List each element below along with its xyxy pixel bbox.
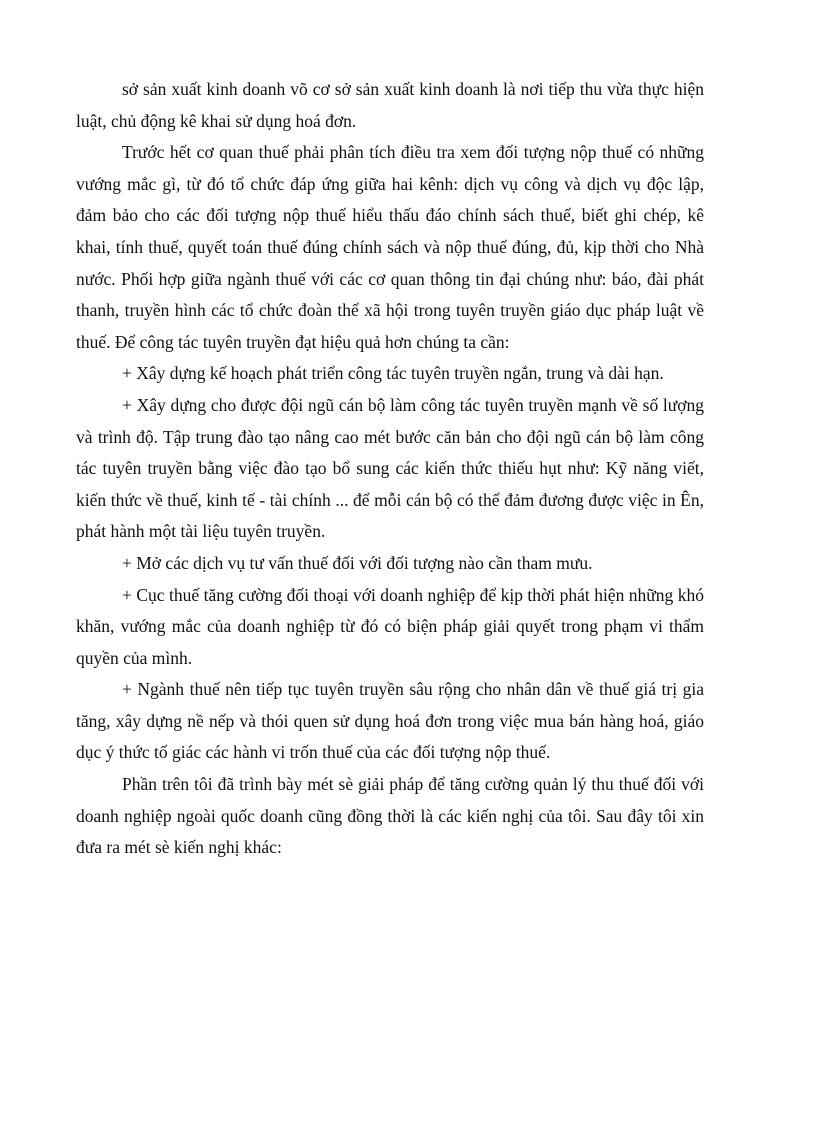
paragraph-4: + Xây dựng cho được đội ngũ cán bộ làm công tác tuyên truyền mạnh về số lượng và trình độ. Tập trung đào tạo nâng cao mét bước căn bản cho đội ngũ cán bộ làm công tác tuyên truyền bằng việc đào tạo bổ sung các kiến thức thiếu hụt như: Kỹ năng viết, kiến thức về thuế, kinh tế - tài chính ... để mỗi cán bộ có thể đảm đương được việc in Ên, phát hành một tài liệu tuyên truyền.: [76, 394, 704, 542]
paragraph-7: + Ngành thuế nên tiếp tục tuyên truyền sâu rộng cho nhân dân về thuế giá trị gia tăng, xây dựng nề nếp và thói quen sử dụng hoá đơn trong việc mua bán hàng hoá, giáo dục ý thức tố giác các hành vi trốn thuế của các đối tượng nộp thuế.: [76, 679, 704, 763]
paragraph-8: Phần trên tôi đã trình bày mét sè giải pháp để tăng cường quản lý thu thuế đối với doanh nghiệp ngoài quốc doanh cũng đồng thời là các kiến nghị của tôi. Sau đây tôi xin đưa ra mét sè kiến nghị khác:: [76, 774, 704, 858]
paragraph-6: + Cục thuế tăng cường đối thoại với doanh nghiệp để kịp thời phát hiện những khó khăn, vướng mắc của doanh nghiệp từ đó có biện pháp giải quyết trong phạm vi thẩm quyền của mình.: [76, 584, 704, 668]
paragraph-3: + Xây dựng kế hoạch phát triển công tác tuyên truyền ngắn, trung và dài hạn.: [122, 363, 664, 384]
document-body: [76, 74, 704, 864]
paragraph-1: sở sản xuất kinh doanh võ cơ sở sản xuất kinh doanh là nơi tiếp thu vừa thực hiện luật, chủ động kê khai sử dụng hoá đơn.: [76, 79, 704, 131]
paragraph-2: Trước hết cơ quan thuế phải phân tích điều tra xem đối tượng nộp thuế có những vướng mắc gì, từ đó tổ chức đáp ứng giữa hai kênh: dịch vụ công và dịch vụ độc lập, đảm bảo cho các đối tượng nộp thuế hiểu thấu đáo chính sách thuế, biết ghi chép, kê khai, tính thuế, quyết toán thuế đúng chính sách và nộp thuế đúng, đủ, kịp thời cho Nhà nước. Phối hợp giữa ngành thuế với các cơ quan thông tin đại chúng như: báo, đài phát thanh, truyền hình các tổ chức đoàn thể xã hội trong tuyên truyền giáo dục pháp luật về thuế. Để công tác tuyên truyền đạt hiệu quả hơn chúng ta cần:: [76, 142, 704, 352]
paragraph-5: + Mở các dịch vụ tư vấn thuế đối với đối tượng nào cần tham mưu.: [122, 552, 593, 573]
